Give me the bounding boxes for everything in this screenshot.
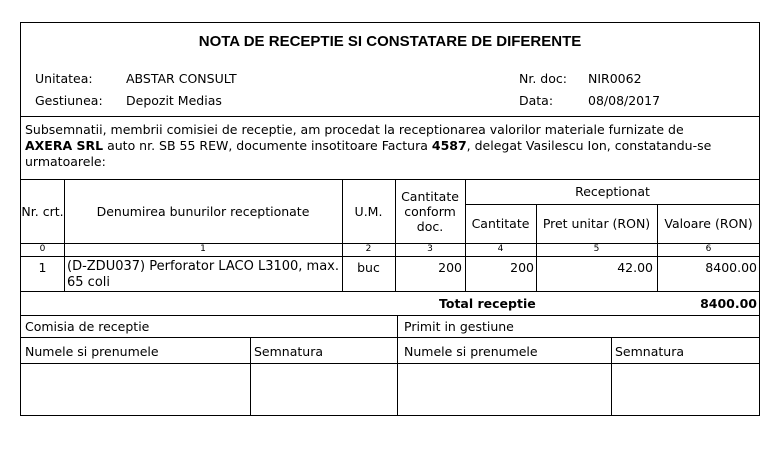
- document-title: NOTA DE RECEPTIE SI CONSTATARE DE DIFERENTE: [198, 33, 582, 50]
- colnum-4: 4: [497, 244, 504, 254]
- data-value: 08/08/2017: [588, 93, 661, 108]
- intro-part2: auto nr. SB 55 REW, documente insotitoare Factura: [103, 138, 432, 153]
- gestiunea-label: Gestiunea:: [35, 93, 103, 108]
- colnum-5: 5: [593, 244, 600, 254]
- gestiunea-value: Depozit Medias: [126, 93, 222, 108]
- header-um: U.M.: [354, 203, 383, 219]
- nr-doc-value: NIR0062: [588, 71, 642, 86]
- nr-doc-label: Nr. doc:: [519, 71, 567, 86]
- invoice-number: 4587: [431, 138, 467, 153]
- total-bottom-line: [21, 315, 759, 316]
- colnum-1: 1: [200, 244, 206, 254]
- intro-part3: , delegat Vasilescu Ion, constatandu-se urmatoarele:: [25, 138, 712, 169]
- colnum-6: 6: [705, 244, 712, 254]
- intro-paragraph: [25, 122, 755, 170]
- nume-label-1: Numele si prenumele: [25, 344, 159, 359]
- row-bottom-line: [21, 291, 759, 292]
- nume-field-2[interactable]: [398, 364, 611, 416]
- intro-part1: Subsemnatii, membrii comisiei de receptie, am procedat la receptionarea valorilor materiale furnizate de: [25, 122, 684, 137]
- colnum-3: 3: [427, 244, 433, 254]
- row-um: buc: [357, 260, 380, 275]
- semnatura-label-2: Semnatura: [615, 344, 685, 359]
- header-divider: [21, 116, 759, 117]
- header-nr-crt: Nr. crt.: [21, 203, 64, 219]
- row-pret: 42.00: [617, 260, 653, 275]
- footer-line-1: [21, 337, 759, 338]
- supplier-name: AXERA SRL: [25, 138, 104, 153]
- row-cantitate: 200: [510, 260, 534, 275]
- header-pret-unitar: Pret unitar (RON): [542, 216, 651, 231]
- colnum-2: 2: [365, 244, 372, 254]
- header-cantitate: Cantitate: [471, 216, 530, 231]
- primit-label: Primit in gestiune: [404, 319, 514, 334]
- semnatura-label-1: Semnatura: [254, 344, 324, 359]
- row-denumire: (D-ZDU037) Perforator LACO L3100, max. 65 coli: [67, 259, 340, 290]
- header-receptionat: Receptionat: [575, 184, 650, 199]
- total-value: 8400.00: [700, 296, 757, 311]
- header-cantitate-doc: Cantitate conform doc.: [401, 188, 459, 234]
- semnatura-field-1[interactable]: [251, 364, 397, 416]
- nume-label-2: Numele si prenumele: [404, 344, 538, 359]
- colnum-0: 0: [39, 244, 46, 254]
- receipt-document: [20, 22, 760, 416]
- unitatea-value: ABSTAR CONSULT: [126, 71, 237, 86]
- comisia-label: Comisia de receptie: [25, 319, 150, 334]
- semnatura-field-2[interactable]: [612, 364, 760, 416]
- colnum-bottom-line: [21, 256, 759, 257]
- row-nr: 1: [38, 260, 47, 275]
- row-valoare: 8400.00: [705, 260, 757, 275]
- total-label: Total receptie: [439, 296, 536, 311]
- row-cantitate-doc: 200: [438, 260, 462, 275]
- header-denumire: Denumirea bunurilor receptionate: [96, 203, 310, 219]
- unitatea-label: Unitatea:: [35, 71, 93, 86]
- header-valoare: Valoare (RON): [664, 216, 753, 231]
- nume-field-1[interactable]: [21, 364, 250, 416]
- data-label: Data:: [519, 93, 554, 108]
